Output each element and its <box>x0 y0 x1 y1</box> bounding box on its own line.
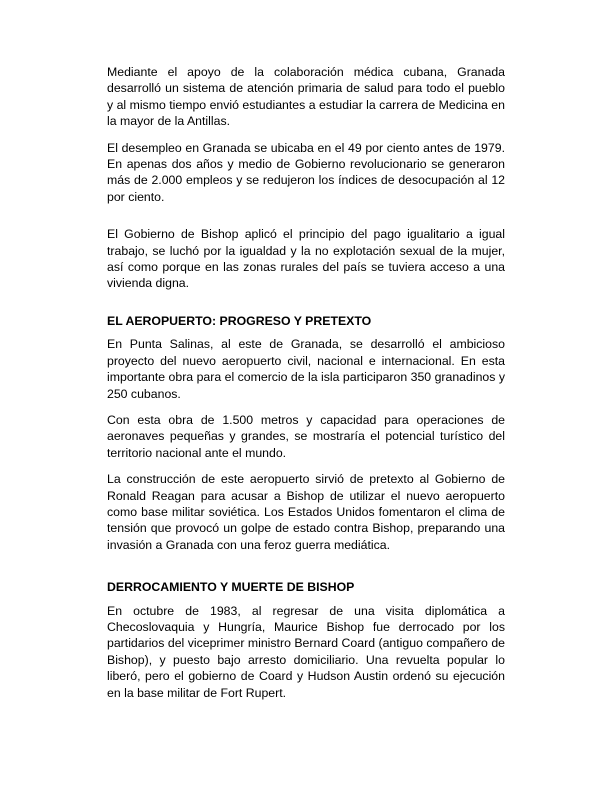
paragraph-runway: Con esta obra de 1.500 metros y capacidad para operaciones de aeronaves pequeñas y grandes, se mostraría el potencial turístico del territorio nacional ante el mundo. <box>107 412 505 460</box>
heading-airport: EL AEROPUERTO: PROGRESO Y PRETEXTO <box>107 313 372 328</box>
paragraph-equality-policies: El Gobierno de Bishop aplicó el principio del pago igualitario a igual trabajo, se luchó por la igualdad y la no explotación sexual de la mujer, así como porque en las zonas rurales del país se tuviera acceso a una vivienda digna. <box>107 227 505 291</box>
spacer <box>107 215 505 226</box>
paragraph-unemployment: El desempleo en Granada se ubicaba en el 49 por ciento antes de 1979. En apenas dos años y medio de Gobierno revolucionario se generaron más de 2.000 empleos y se redujeron los índices de desocupación al 12 por ciento. <box>107 140 505 204</box>
paragraph-pretext: La construcción de este aeropuerto sirvió de pretexto al Gobierno de Ronald Reagan para acusar a Bishop de utilizar el nuevo aeropuerto como base militar soviética. Los Estados Unidos fomentaron el clima de tensión que provocó un golpe de estado contra Bishop, preparando una invasión a Granada con una feroz guerra mediática. <box>107 472 505 552</box>
spacer <box>107 302 505 313</box>
paragraph-october-1983: En octubre de 1983, al regresar de una visita diplomática a Checoslovaquia y Hungría, Maurice Bishop fue derrocado por los partidarios del viceprimer ministro Bernard Coard (antiguo compañero de Bishop), y puesto bajo arresto domiciliario. Una revuelta popular lo liberó, pero el gobierno de Coard y Hudson Austin ordenó su ejecución en la base militar de Fort Rupert. <box>107 603 505 700</box>
document-page <box>107 64 505 711</box>
heading-overthrow: DERROCAMIENTO Y MUERTE DE BISHOP <box>107 580 355 595</box>
paragraph-punta-salinas: En Punta Salinas, al este de Granada, se desarrolló el ambicioso proyecto del nuevo aeropuerto civil, nacional e internacional. En esta importante obra para el comercio de la isla participaron 350 granadinos y 250 cubanos. <box>107 337 505 401</box>
spacer <box>107 563 505 579</box>
paragraph-cuban-medical-collaboration: Mediante el apoyo de la colaboración médica cubana, Granada desarrolló un sistema de atención primaria de salud para todo el pueblo y al mismo tiempo envió estudiantes a estudiar la carrera de Medicina en la mayor de la Antillas. <box>107 65 505 129</box>
